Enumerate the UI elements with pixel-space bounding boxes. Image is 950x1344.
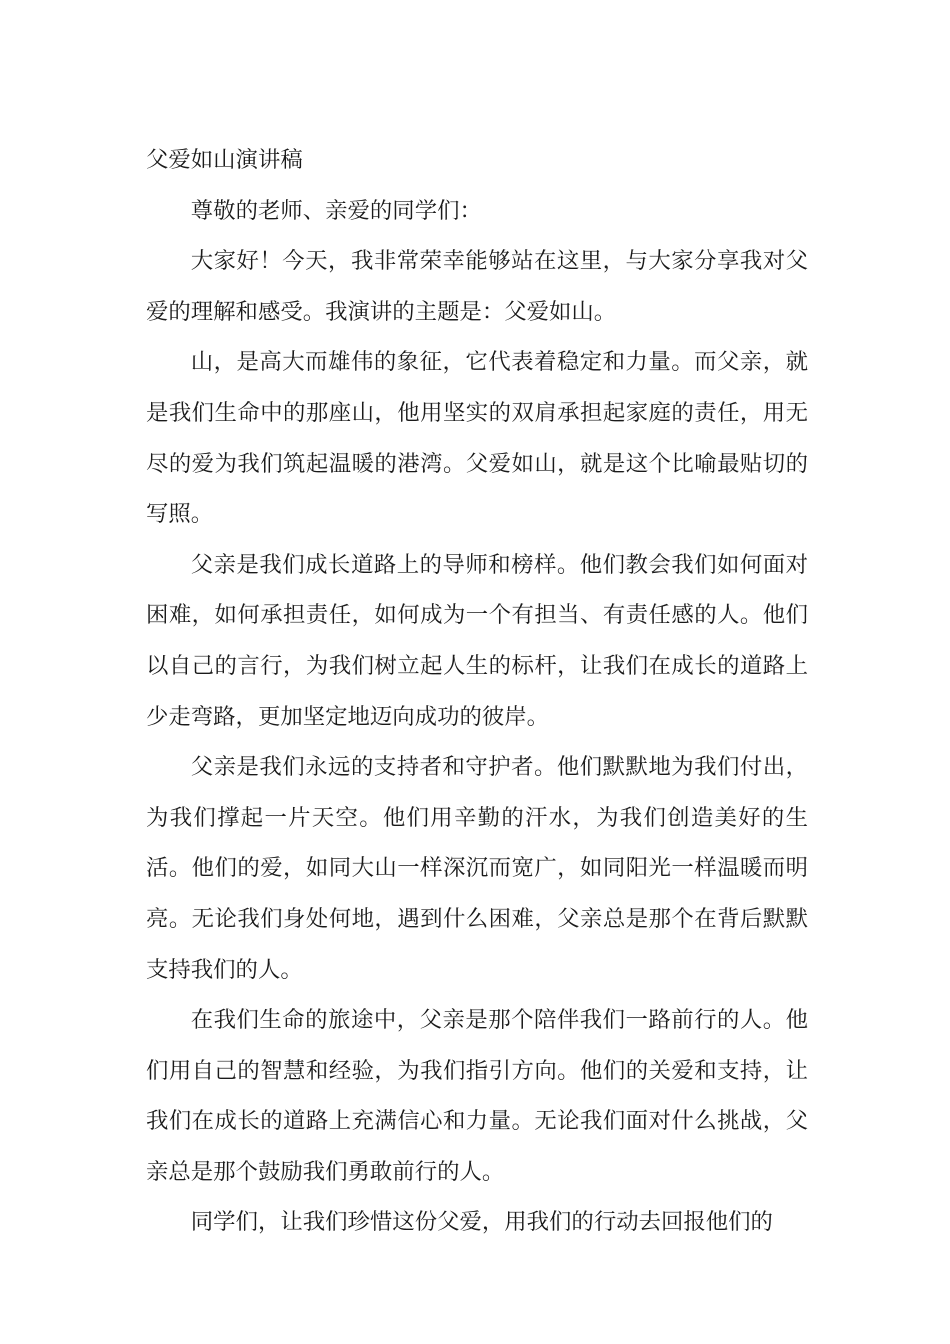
paragraph-journey: 在我们生命的旅途中，父亲是那个陪伴我们一路前行的人。他们用自己的智慧和经验，为我们指引方向。他们的关爱和支持，让我们在成长的道路上充满信心和力量。无论我们面对什么挑战，父亲总是那个鼓励我们勇敢前行的人。	[146, 1007, 808, 1185]
paragraph-supporter: 父亲是我们永远的支持者和守护者。他们默默地为我们付出，为我们撑起一片天空。他们用辛勤的汗水，为我们创造美好的生活。他们的爱，如同大山一样深沉而宽广，如同阳光一样温暖而明亮。无论我们身处何地，遇到什么困难，父亲总是那个在背后默默支持我们的人。	[146, 754, 808, 983]
document-title: 父爱如山演讲稿	[146, 147, 303, 173]
paragraph-intro: 大家好！今天，我非常荣幸能够站在这里，与大家分享我对父爱的理解和感受。我演讲的主题是：父爱如山。	[146, 248, 808, 325]
document-body	[146, 135, 808, 1248]
paragraph-closing: 同学们，让我们珍惜这份父爱，用我们的行动去回报他们的	[190, 1209, 773, 1236]
paragraph-greeting: 尊敬的老师、亲爱的同学们：	[190, 197, 482, 224]
paragraph-mentor: 父亲是我们成长道路上的导师和榜样。他们教会我们如何面对困难，如何承担责任，如何成为一个有担当、有责任感的人。他们以自己的言行，为我们树立起人生的标杆，让我们在成长的道路上少走弯路，更加坚定地迈向成功的彼岸。	[146, 551, 808, 730]
paragraph-mountain: 山，是高大而雄伟的象征，它代表着稳定和力量。而父亲，就是我们生命中的那座山，他用坚实的双肩承担起家庭的责任，用无尽的爱为我们筑起温暖的港湾。父爱如山，就是这个比喻最贴切的写照。	[146, 349, 808, 528]
